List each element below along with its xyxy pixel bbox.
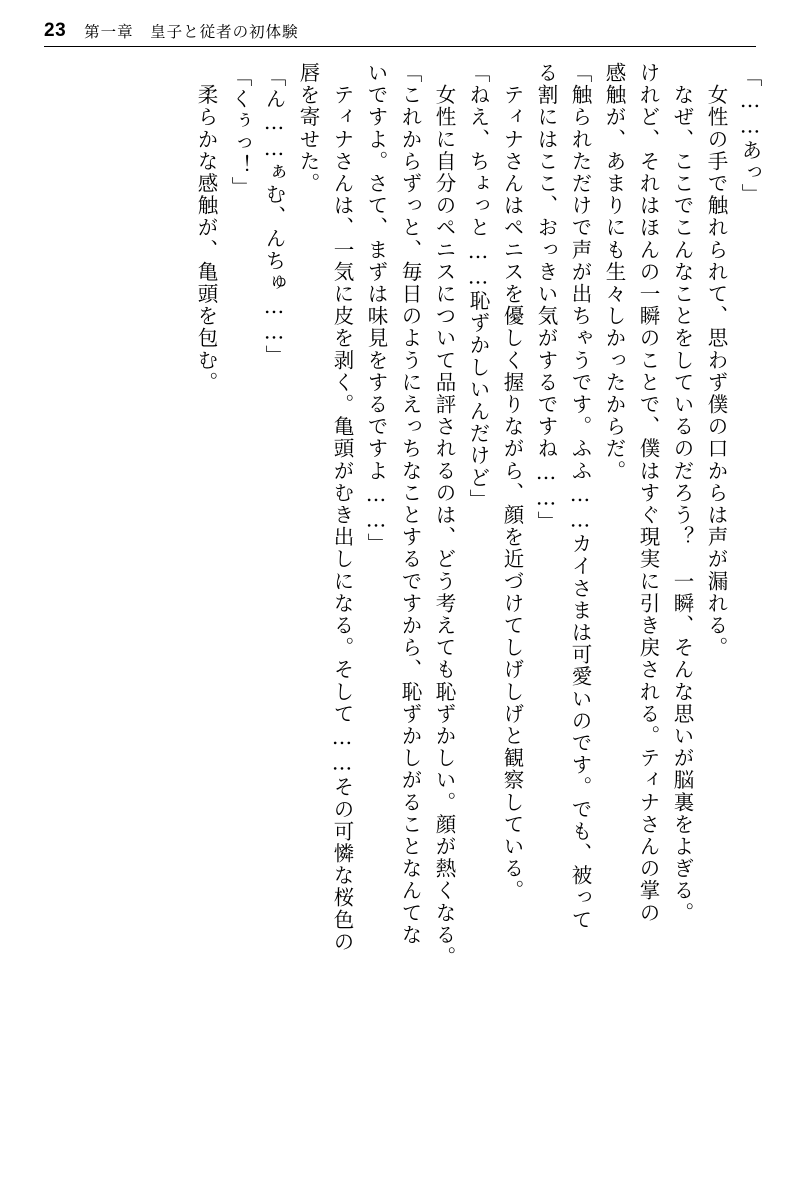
text-column: 女性に自分のペニスについて品評されるのは、どう考えても恥ずかしい。顔が熱くなる。 (432, 62, 456, 969)
page-number: 23 (44, 20, 67, 41)
text-column: 「ねえ、ちょっと……恥ずかしいんだけど」 (466, 62, 490, 511)
header-rule (44, 46, 756, 47)
text-column: なぜ、ここでこんなことをしているのだろう？ 一瞬、そんな思いが脳裏をよぎる。 (670, 62, 694, 924)
text-column: いですよ。さて、まずは味見をするですよ……」 (364, 62, 388, 556)
text-column: けれど、それはほんの一瞬のことで、僕はすぐ現実に引き戻される。ティナさんの掌の (636, 62, 660, 924)
text-column: 「ん……ぁむ、んちゅ……」 (262, 66, 286, 368)
text-column: 「触られただけで声が出ちゃうです。ふふ……カイさまは可愛いのです。でも、被って (568, 62, 592, 931)
page-footer (0, 1180, 800, 1200)
text-column: 感触が、あまりにも生々しかったからだ。 (602, 62, 626, 482)
running-head (44, 16, 756, 46)
text-column: 唇を寄せた。 (296, 62, 320, 195)
chapter-title: 第一章 皇子と従者の初体験 (84, 24, 299, 41)
text-column: 女性の手で触れられて、思わず僕の口からは声が漏れる。 (704, 62, 728, 659)
text-column: 「くぅっ！」 (228, 66, 252, 199)
text-column: ティナさんはペニスを優しく握りながら、顔を近づけてしげしげと観察している。 (500, 62, 524, 902)
vertical-text-body (38, 62, 760, 1158)
text-column: ティナさんは、一気に皮を剥く。亀頭がむき出しになる。そして……その可憐な桜色の (330, 62, 354, 953)
text-column: 柔らかな感触が、亀頭を包む。 (194, 62, 218, 394)
text-column: る割にはここ、おっきい気がするですね……」 (534, 62, 558, 534)
text-column: 「これからずっと、毎日のようにえっちなことするですから、恥ずかしがることなんてな (398, 62, 422, 946)
text-column: 「……あっ」 (738, 66, 762, 206)
